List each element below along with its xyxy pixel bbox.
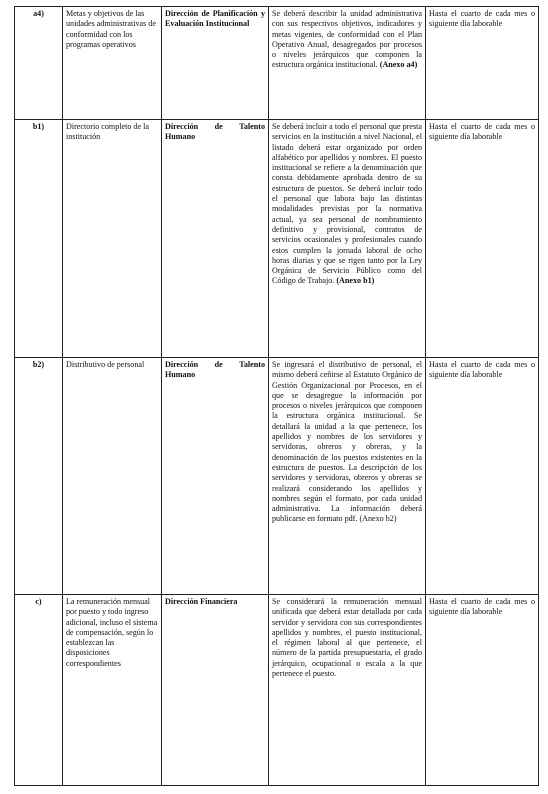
annex-reference: (Anexo a4) [379, 60, 418, 70]
detail-cell [269, 358, 426, 595]
detail-cell [269, 595, 426, 786]
update-period: Hasta el cuarto de cada mes o siguiente día laborable [426, 120, 539, 358]
table-row [15, 7, 539, 120]
table-row [15, 120, 539, 358]
table-row [15, 358, 539, 595]
responsible-unit: Dirección de Talento Humano [162, 358, 269, 595]
row-number: c) [15, 595, 63, 786]
detail-cell [269, 7, 426, 120]
update-period: Hasta el cuarto de cada mes o siguiente día laborable [426, 358, 539, 595]
annex-reference: (Anexo b2) [359, 514, 397, 524]
update-period: Hasta el cuarto de cada mes o siguiente día laborable [426, 595, 539, 786]
responsible-unit: Dirección de Talento Humano [162, 120, 269, 358]
item-description: Metas y objetivos de las unidades administrativas de conformidad con los programas operativos [63, 7, 162, 120]
row-number: b2) [15, 358, 63, 595]
detail-text: Se deberá incluir a todo el personal que presta servicios en la institución a nivel Nacional, el listado deberá estar organizado por orden alfabético por apellidos y nombres. El puesto institucional se refiere a la denominación que consta debidamente aprobada dentro de su estructura de puestos. Se deberá incluir todo el personal que labora bajo las distintas modalidades previstas por la normativa actual, ya sea personal de nombramiento definitivo y provisional, contratos de servicios ocasionales y profesionales cuando estos cumplen la jornada laboral de ocho horas diarias y que se rigen tanto por la Ley Orgánica de Servicio Público como del Código de Trabajo. [272, 122, 422, 286]
item-description: Directorio completo de la institución [63, 120, 162, 358]
transparency-table [14, 6, 539, 786]
detail-text: Se ingresará el distributivo de personal, el mismo deberá ceñirse al Estatuto Orgánico de Gestión Organizacional por Procesos, en el que se desagregue la información por procesos o niveles jerárquicos que componen la estructura orgánica institucional. Se detallará la unidad a la que pertenece, los apellidos y nombres de los servidores y servidoras, obreros y obreras, y la denominación de los puestos existentes en la estructura de puestos. La descripción de los servidores y servidoras, obreros y obreras se realizará considerando los apellidos y nombres según el formato, por cada unidad administrativa. La información deberá publicarse en formato pdf. [272, 360, 422, 524]
annex-reference: (Anexo b1) [336, 276, 375, 286]
table-row [15, 595, 539, 786]
item-description: La remuneración mensual por puesto y todo ingreso adicional, incluso el sistema de compensación, según lo establezcan las disposiciones correspondientes [63, 595, 162, 786]
detail-text: Se deberá describir la unidad administrativa con sus respectivos objetivos, indicadores y metas vigentes, de conformidad con el Plan Operativo Anual, desagregados por procesos o niveles jerárquicos que componen la estructura orgánica institucional. [272, 9, 422, 70]
responsible-unit: Dirección de Planificación y Evaluación Institucional [162, 7, 269, 120]
item-description: Distributivo de personal [63, 358, 162, 595]
responsible-unit: Dirección Financiera [162, 595, 269, 786]
row-number: a4) [15, 7, 63, 120]
update-period: Hasta el cuarto de cada mes o siguiente día laborable [426, 7, 539, 120]
row-number: b1) [15, 120, 63, 358]
detail-cell [269, 120, 426, 358]
detail-text: Se considerará la remuneración mensual unificada que deberá estar detallada por cada servidor y servidora con sus correspondientes apellidos y nombres, el puesto institucional, el régimen laboral al que pertenece, el número de la partida presupuestaria, el grado jerárquico, ocupacional o escala a la que pertenece el puesto. [272, 597, 422, 679]
